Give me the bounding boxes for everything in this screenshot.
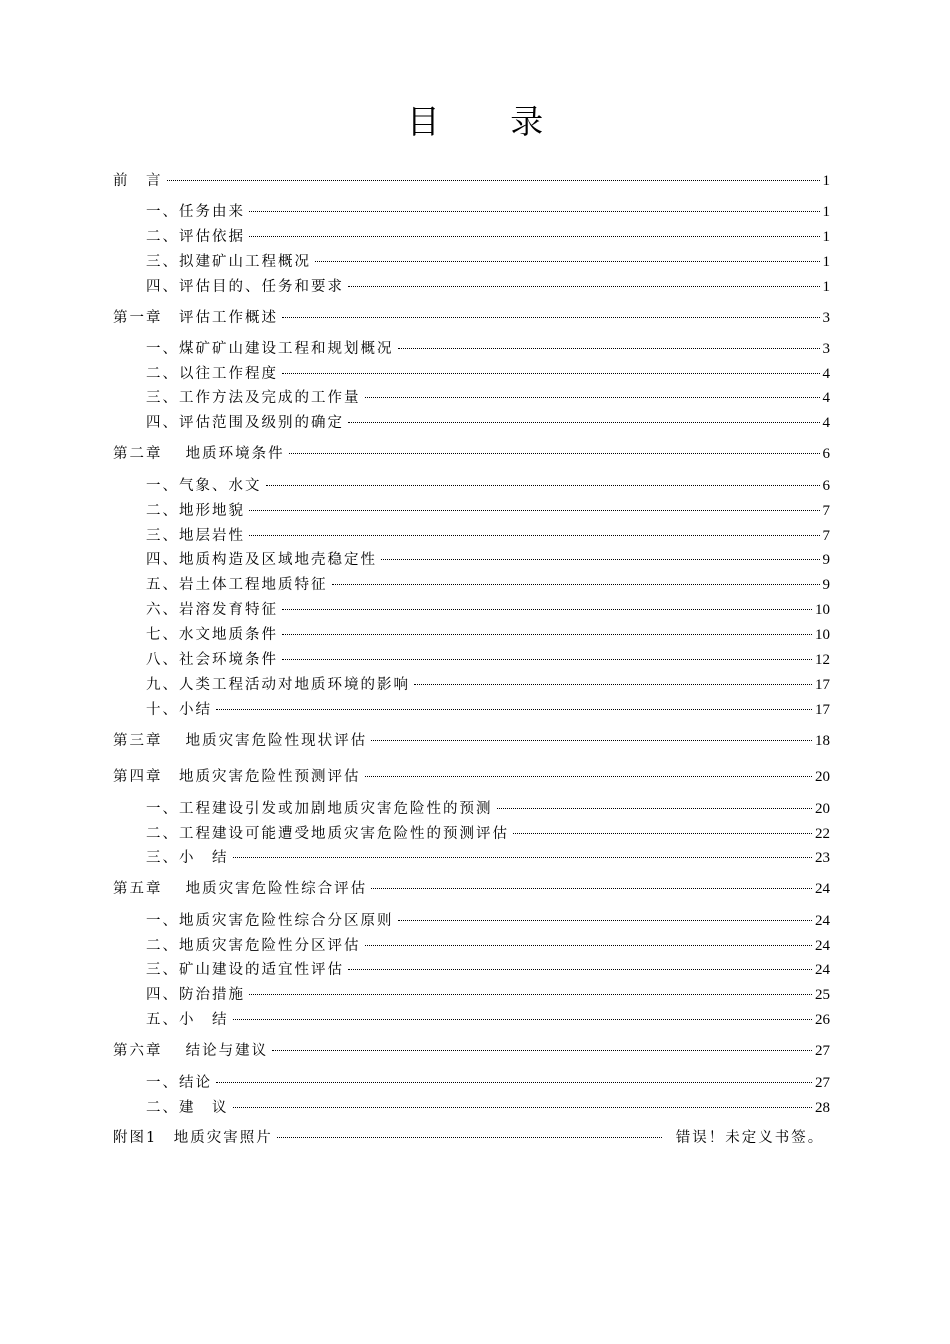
toc-entry[interactable] [146,549,830,571]
toc-entry-label: 二、工程建设可能遭受地质灾害危险性的预测评估 [146,826,509,842]
toc-entry-page: 7 [822,528,830,544]
toc-dot-leader [348,286,820,287]
toc-entry-page: 26 [815,1012,830,1028]
toc-entry[interactable] [113,878,830,900]
toc-entry[interactable] [146,624,830,646]
toc-entry-page: 24 [815,962,830,978]
toc-dot-leader [414,684,812,685]
toc-entry-page: 3 [822,341,830,357]
toc-entry-page: 1 [822,204,830,220]
toc-dot-leader [365,397,820,398]
toc-entry-label: 九、人类工程活动对地质环境的影响 [146,677,410,693]
toc-entry-label: 三、工作方法及完成的工作量 [146,390,361,406]
toc-entry[interactable] [146,412,830,434]
toc-entry-label: 第一章 评估工作概述 [113,310,278,326]
toc-entry[interactable] [146,500,830,522]
toc-dot-leader [497,808,813,809]
toc-entry[interactable] [146,276,830,298]
toc-entry-page: 27 [815,1043,830,1059]
toc-entry-page: 20 [815,801,830,817]
toc-dot-leader [315,261,820,262]
toc-entry[interactable] [146,984,830,1006]
toc-dot-leader [249,994,812,995]
toc-entry[interactable] [146,226,830,248]
toc-entry-page: 1 [822,254,830,270]
toc-entry-page: 10 [815,602,830,618]
toc-dot-leader [348,969,812,970]
toc-entry-label: 一、煤矿矿山建设工程和规划概况 [146,341,394,357]
toc-entry[interactable] [113,1127,830,1149]
toc-dot-leader [266,485,820,486]
toc-entry-page: 17 [815,702,830,718]
toc-entry-label: 一、地质灾害危险性综合分区原则 [146,913,394,929]
toc-entry-label: 一、气象、水文 [146,478,262,494]
toc-entry-label: 三、地层岩性 [146,528,245,544]
toc-dot-leader [282,609,812,610]
toc-entry-label: 四、评估目的、任务和要求 [146,279,344,295]
toc-entry[interactable] [146,649,830,671]
toc-entry[interactable] [146,574,830,596]
toc-entry-page: 4 [822,390,830,406]
toc-entry-page: 1 [822,279,830,295]
page-title: 目 录 [406,102,574,141]
toc-dot-leader [272,1050,812,1051]
toc-entry-page: 20 [815,769,830,785]
toc-dot-leader [167,180,820,181]
toc-entry[interactable] [113,170,830,192]
toc-entry[interactable] [146,674,830,696]
toc-entry-page: 18 [815,733,830,749]
toc-entry[interactable] [146,910,830,932]
toc-dot-leader [365,945,813,946]
toc-entry[interactable] [146,525,830,547]
toc-entry-page: 12 [815,652,830,668]
toc-entry-page: 24 [815,913,830,929]
toc-entry-page: 17 [815,677,830,693]
toc-entry-label: 二、评估依据 [146,229,245,245]
toc-entry-page: 9 [822,552,830,568]
toc-entry-label: 二、地形地貌 [146,503,245,519]
toc-entry[interactable] [146,1097,830,1119]
toc-dot-leader [332,584,820,585]
toc-entry[interactable] [146,1072,830,1094]
toc-entry-label: 附图1 地质灾害照片 [113,1130,273,1146]
toc-dot-leader [277,1137,662,1138]
toc-dot-leader [398,920,813,921]
toc-entry-page: 24 [815,881,830,897]
toc-entry-page: 22 [815,826,830,842]
toc-dot-leader [381,559,820,560]
toc-entry-label: 一、任务由来 [146,204,245,220]
toc-entry[interactable] [146,338,830,360]
toc-dot-leader [513,833,812,834]
toc-entry-label: 五、岩土体工程地质特征 [146,577,328,593]
toc-entry-label: 二、地质灾害危险性分区评估 [146,938,361,954]
toc-entry-page: 6 [822,478,830,494]
toc-entry[interactable] [146,251,830,273]
toc-dot-leader [289,453,820,454]
toc-dot-leader [249,236,820,237]
toc-entry-label: 第三章 地质灾害危险性现状评估 [113,733,368,749]
toc-entry-page: 24 [815,938,830,954]
toc-entry-label: 第四章 地质灾害危险性预测评估 [113,769,361,785]
toc-entry-label: 第五章 地质灾害危险性综合评估 [113,881,368,897]
toc-entry-label: 三、矿山建设的适宜性评估 [146,962,344,978]
toc-entry-label: 六、岩溶发育特征 [146,602,278,618]
toc-entry[interactable] [146,798,830,820]
toc-entry-label: 三、拟建矿山工程概况 [146,254,311,270]
toc-entry-label: 三、小 结 [146,850,229,866]
toc-dot-leader [282,659,812,660]
toc-entry[interactable] [113,307,830,329]
toc-entry[interactable] [146,475,830,497]
toc-entry[interactable] [146,1009,830,1031]
toc-entry-page: 3 [822,310,830,326]
toc-dot-leader [398,348,820,349]
toc-entry[interactable] [113,443,830,465]
toc-entry[interactable] [146,699,830,721]
toc-entry[interactable] [113,1040,830,1062]
toc-dot-leader [216,1082,812,1083]
toc-entry[interactable] [146,387,830,409]
toc-entry-label: 第二章 地质环境条件 [113,446,285,462]
toc-entry[interactable] [113,730,830,752]
toc-dot-leader [233,857,813,858]
toc-entry-page: 9 [822,577,830,593]
toc-entry-page: 4 [822,366,830,382]
toc-dot-leader [249,535,820,536]
toc-dot-leader [365,776,813,777]
toc-entry-label: 前 言 [113,173,163,189]
toc-entry-page: 7 [822,503,830,519]
toc-entry[interactable] [146,599,830,621]
toc-entry-label: 四、防治措施 [146,987,245,1003]
toc-entry-label: 四、评估范围及级别的确定 [146,415,344,431]
toc-entry-page: 25 [815,987,830,1003]
toc-dot-leader [233,1019,813,1020]
toc-dot-leader [371,888,812,889]
toc-dot-leader [249,510,820,511]
toc-entry-page: 28 [815,1100,830,1116]
toc-entry-page: 6 [822,446,830,462]
toc-entry[interactable] [146,823,830,845]
toc-entry-label: 二、建 议 [146,1100,229,1116]
toc-entry-label: 五、小 结 [146,1012,229,1028]
toc-entry[interactable] [146,935,830,957]
toc-entry-label: 十、小结 [146,702,212,718]
toc-entry[interactable] [146,363,830,385]
toc-entry-label: 一、工程建设引发或加剧地质灾害危险性的预测 [146,801,493,817]
toc-entry-page: 1 [822,173,830,189]
toc-entry[interactable] [146,847,830,869]
toc-entry-label: 第六章 结论与建议 [113,1043,269,1059]
toc-entry-page: 4 [822,415,830,431]
toc-dot-leader [348,422,820,423]
toc-entry-label: 二、以往工作程度 [146,366,278,382]
toc-dot-leader [282,373,820,374]
toc-dot-leader [249,211,820,212]
toc-entry-label: 一、结论 [146,1075,212,1091]
toc-entry-label: 七、水文地质条件 [146,627,278,643]
toc-dot-leader [216,709,812,710]
toc-entry[interactable] [146,201,830,223]
toc-dot-leader [233,1107,813,1108]
toc-entry-page: 10 [815,627,830,643]
toc-entry[interactable] [113,766,830,788]
toc-entry-label: 八、社会环境条件 [146,652,278,668]
toc-entry[interactable] [146,959,830,981]
toc-dot-leader [371,740,812,741]
toc-dot-leader [282,317,820,318]
toc-entry-page: 1 [822,229,830,245]
toc-entry-page: 错误！未定义书签。 [675,1130,825,1146]
toc-entry-page: 27 [815,1075,830,1091]
toc-entry-label: 四、地质构造及区域地壳稳定性 [146,552,377,568]
toc-dot-leader [282,634,812,635]
toc-entry-page: 23 [815,850,830,866]
